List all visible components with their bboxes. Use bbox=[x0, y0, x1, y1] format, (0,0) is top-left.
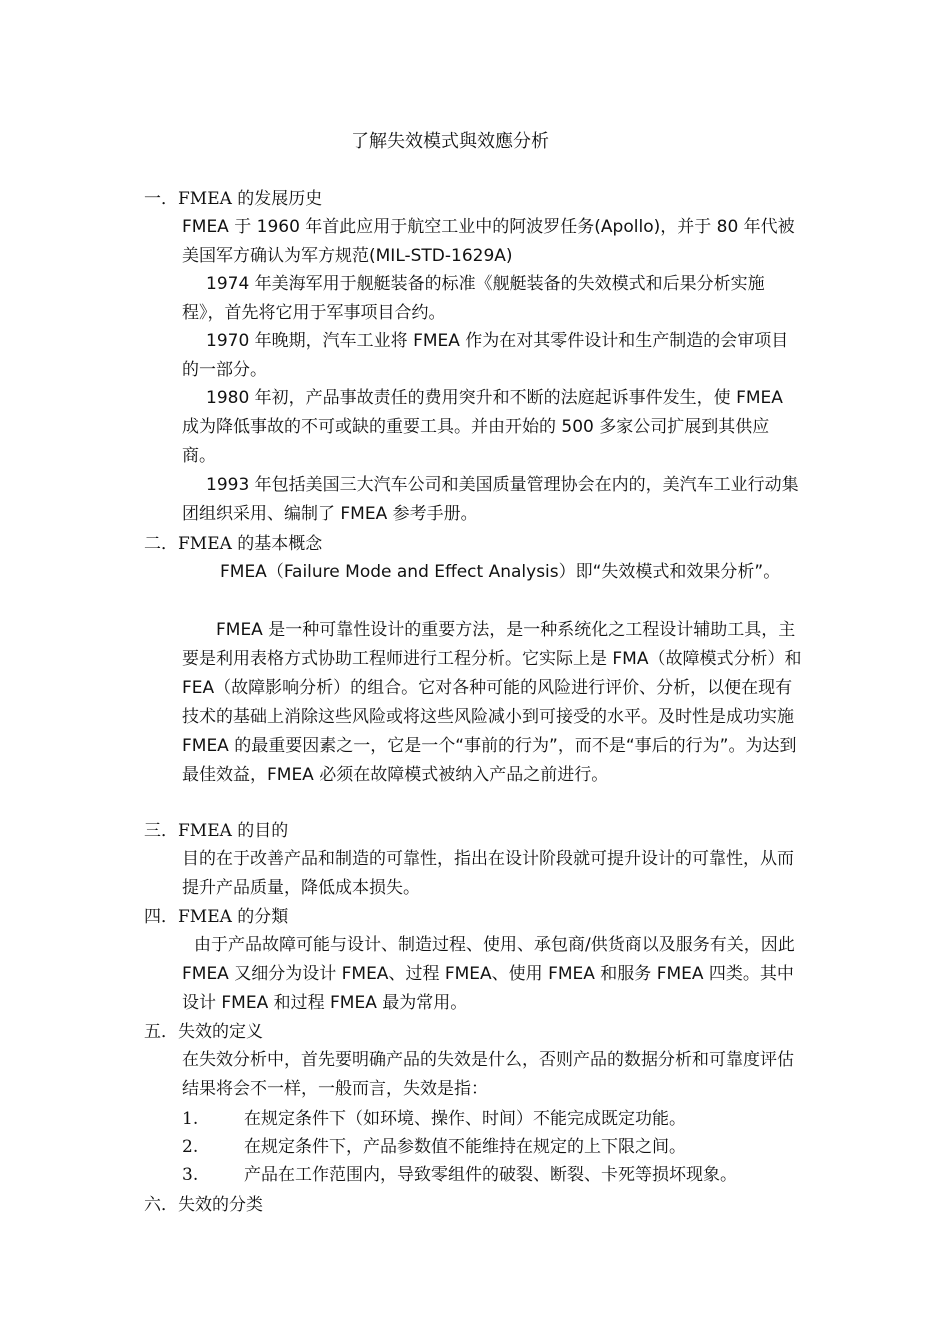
paragraph: 在失效分析中，首先要明确产品的失效是什么，否则产品的数据分析和可靠度评估结果将会不一样，一般而言，失效是指： bbox=[182, 1050, 794, 1099]
paragraph: 1993 年包括美国三大汽车公司和美国质量管理协会在内的，美汽车工业行动集团组织采用、编制了 FMEA 参考手册。 bbox=[182, 475, 799, 524]
section-heading-history: 一．FMEA 的发展历史 bbox=[144, 189, 323, 209]
paragraph: FMEA（Failure Mode and Effect Analysis）即“失效模式和效果分析”。 bbox=[220, 562, 781, 582]
list-item-text: 在规定条件下，产品参数值不能维持在规定的上下限之间。 bbox=[244, 1137, 686, 1157]
paragraph: 目的在于改善产品和制造的可靠性，指出在设计阶段就可提升设计的可靠性，从而提升产品质量，降低成本损失。 bbox=[182, 849, 794, 898]
section-heading-concept: 二．FMEA 的基本概念 bbox=[144, 534, 323, 554]
list-item bbox=[182, 1106, 686, 1132]
paragraph: 1970 年晚期，汽车工业将 FMEA 作为在对其零件设计和生产制造的会审项目的一部分。 bbox=[182, 331, 789, 380]
paragraph: 1974 年美海军用于舰艇装备的标准《舰艇装备的失效模式和后果分析实施程》，首先将它用于军事项目合约。 bbox=[182, 274, 765, 323]
list-item-number: 3. bbox=[182, 1165, 199, 1185]
paragraph: FMEA 是一种可靠性设计的重要方法，是一种系统化之工程设计辅助工具，主要是利用表格方式协助工程师进行工程分析。它实际上是 FMA（故障模式分析）和 FEA（故障影响分析）的组合。它对各种可能的风险进行评价、分析，以便在现有技术的基础上消除这些风险或将这些风险减小到可接受的水平。及时性是成功实施 FMEA 的最重要因素之一，它是一个“事前的行为”，而不是“事后的行为”。为达到最佳效益，FMEA 必须在故障模式被纳入产品之前进行。 bbox=[182, 620, 802, 785]
list-item-number: 2. bbox=[182, 1137, 199, 1157]
paragraph: 1980 年初，产品事故责任的费用突升和不断的法庭起诉事件发生，使 FMEA 成为降低事故的不可或缺的重要工具。并由开始的 500 多家公司扩展到其供应商。 bbox=[182, 388, 783, 466]
section-heading-failure-classification: 六．失效的分类 bbox=[144, 1195, 263, 1215]
list-item-number: 1. bbox=[182, 1109, 199, 1129]
list-item bbox=[182, 1162, 737, 1188]
paragraph: 由于产品故障可能与设计、制造过程、使用、承包商/供货商以及服务有关，因此 FMEA 又细分为设计 FMEA、过程 FMEA、使用 FMEA 和服务 FMEA 四类。其中设计 FMEA 和过程 FMEA 最为常用。 bbox=[182, 935, 795, 1013]
paragraph: FMEA 于 1960 年首此应用于航空工业中的阿波罗任务(Apollo)，并于 80 年代被美国军方确认为军方规范(MIL-STD-1629A) bbox=[182, 217, 795, 266]
document-title: 了解失效模式與效應分析 bbox=[351, 131, 549, 152]
list-item-text: 产品在工作范围内，导致零组件的破裂、断裂、卡死等损坏现象。 bbox=[244, 1165, 737, 1185]
list-item-text: 在规定条件下（如环境、操作、时间）不能完成既定功能。 bbox=[244, 1109, 686, 1129]
list-item bbox=[182, 1134, 686, 1160]
section-heading-classification: 四．FMEA 的分類 bbox=[144, 907, 289, 927]
section-heading-purpose: 三．FMEA 的目的 bbox=[144, 821, 289, 841]
section-heading-failure-definition: 五．失效的定义 bbox=[144, 1022, 263, 1042]
